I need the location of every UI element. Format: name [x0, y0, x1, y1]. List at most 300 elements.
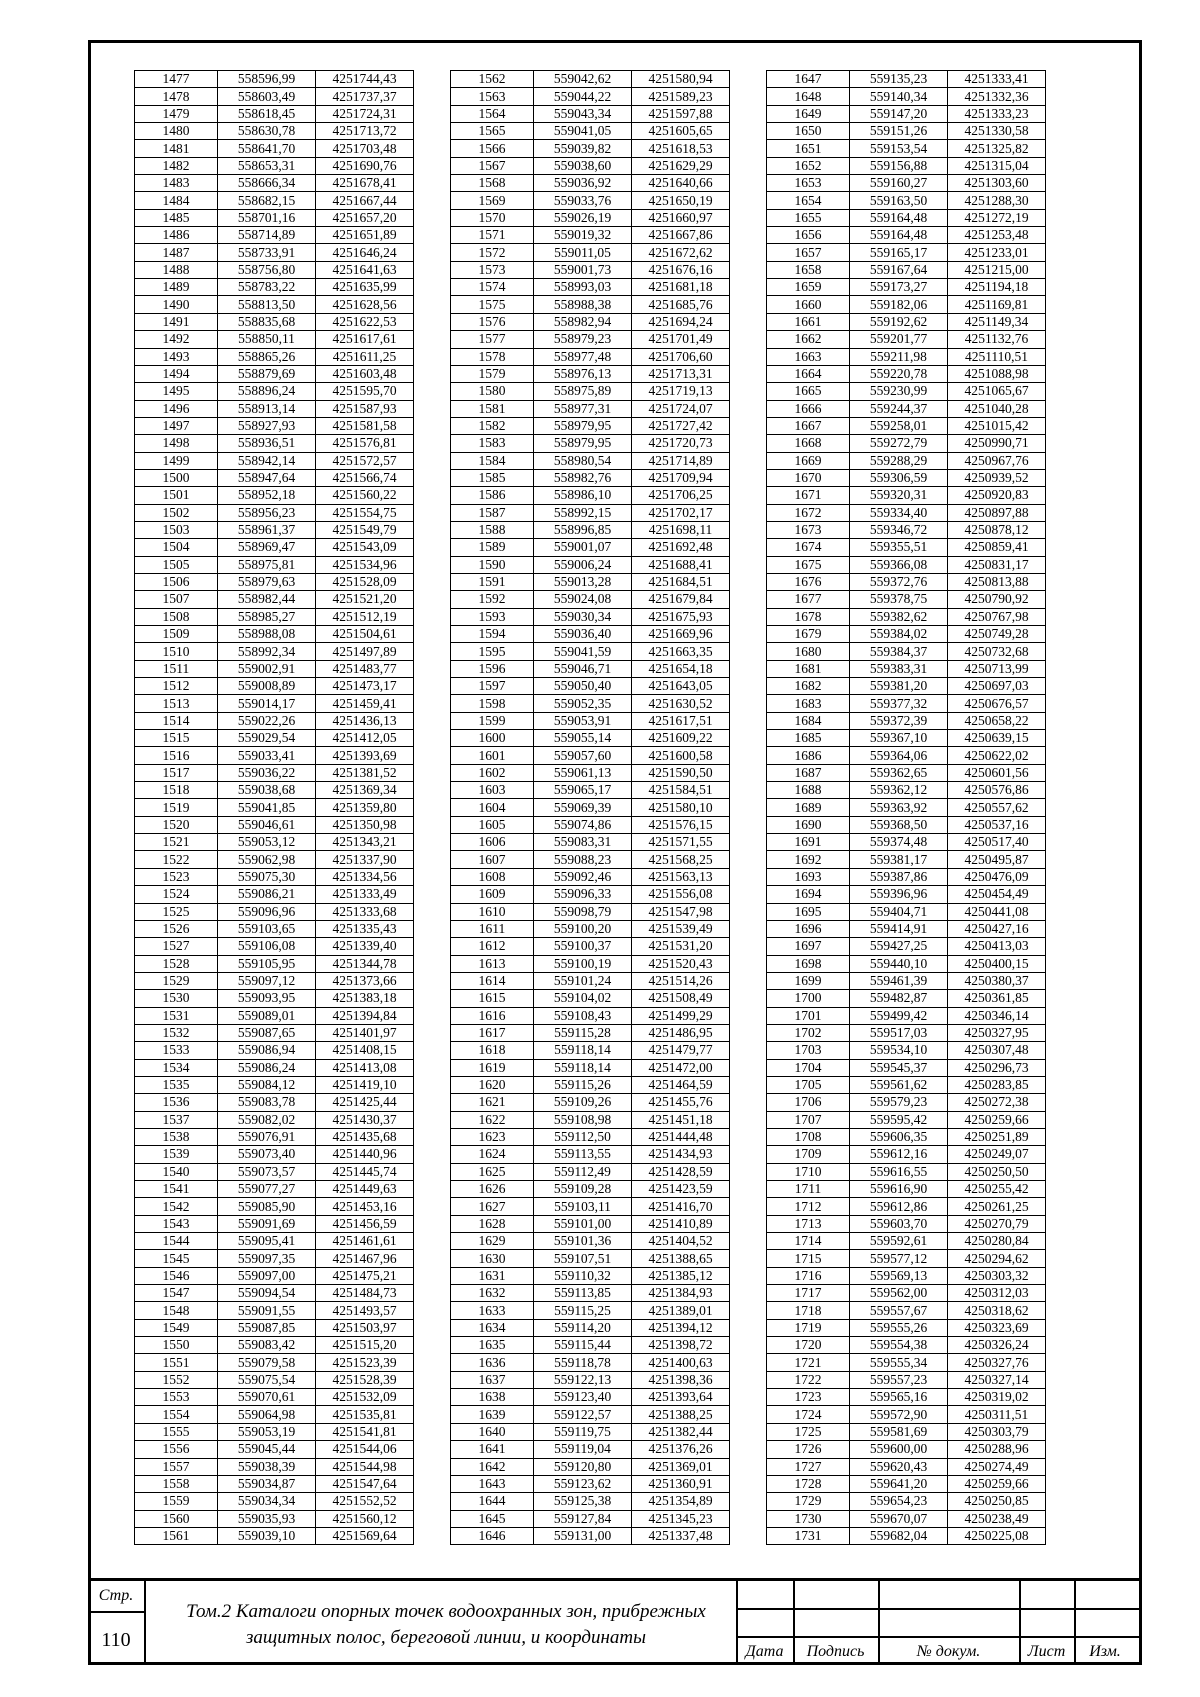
table-row — [135, 1371, 414, 1388]
point-number-cell: 1547 — [135, 1285, 218, 1302]
point-number-cell: 1661 — [767, 313, 850, 330]
point-number-cell: 1482 — [135, 157, 218, 174]
point-number-cell: 1577 — [451, 331, 534, 348]
y-coordinate-cell: 4250878,12 — [948, 521, 1046, 538]
point-number-cell: 1719 — [767, 1319, 850, 1336]
y-coordinate-cell: 4251215,00 — [948, 261, 1046, 278]
point-number-cell: 1714 — [767, 1233, 850, 1250]
x-coordinate-cell: 559112,50 — [534, 1128, 632, 1145]
y-coordinate-cell: 4251709,94 — [632, 469, 730, 486]
table-row — [135, 764, 414, 781]
x-coordinate-cell: 559083,31 — [534, 834, 632, 851]
x-coordinate-cell: 559140,34 — [850, 88, 948, 105]
x-coordinate-cell: 559001,07 — [534, 539, 632, 556]
table-row — [135, 331, 414, 348]
point-number-cell: 1627 — [451, 1198, 534, 1215]
x-coordinate-cell: 558835,68 — [218, 313, 316, 330]
x-coordinate-cell: 559096,96 — [218, 903, 316, 920]
table-row — [451, 1250, 730, 1267]
point-number-cell: 1672 — [767, 504, 850, 521]
x-coordinate-cell: 559600,00 — [850, 1441, 948, 1458]
point-number-cell: 1556 — [135, 1441, 218, 1458]
point-number-cell: 1536 — [135, 1094, 218, 1111]
table-row — [767, 573, 1046, 590]
y-coordinate-cell: 4251373,66 — [316, 972, 414, 989]
table-row — [451, 1302, 730, 1319]
point-number-cell: 1582 — [451, 417, 534, 434]
point-number-cell: 1520 — [135, 816, 218, 833]
y-coordinate-cell: 4251667,86 — [632, 227, 730, 244]
y-coordinate-cell: 4250495,87 — [948, 851, 1046, 868]
point-number-cell: 1565 — [451, 123, 534, 140]
y-coordinate-cell: 4251472,00 — [632, 1059, 730, 1076]
y-coordinate-cell: 4251719,13 — [632, 383, 730, 400]
table-row — [135, 851, 414, 868]
y-coordinate-cell: 4250319,02 — [948, 1389, 1046, 1406]
x-coordinate-cell: 559101,24 — [534, 972, 632, 989]
point-number-cell: 1599 — [451, 712, 534, 729]
x-coordinate-cell: 559165,17 — [850, 244, 948, 261]
x-coordinate-cell: 559091,69 — [218, 1215, 316, 1232]
y-coordinate-cell: 4251560,12 — [316, 1510, 414, 1527]
point-number-cell: 1652 — [767, 157, 850, 174]
y-coordinate-cell: 4251416,70 — [632, 1198, 730, 1215]
y-coordinate-cell: 4251435,68 — [316, 1128, 414, 1145]
y-coordinate-cell: 4250537,16 — [948, 816, 1046, 833]
table-row — [767, 1059, 1046, 1076]
point-number-cell: 1616 — [451, 1007, 534, 1024]
table-row — [135, 747, 414, 764]
point-number-cell: 1696 — [767, 920, 850, 937]
x-coordinate-cell: 559105,95 — [218, 955, 316, 972]
y-coordinate-cell: 4251423,59 — [632, 1181, 730, 1198]
y-coordinate-cell: 4251676,16 — [632, 261, 730, 278]
table-row — [451, 296, 730, 313]
x-coordinate-cell: 558947,64 — [218, 469, 316, 486]
x-coordinate-cell: 559065,17 — [534, 782, 632, 799]
point-number-cell: 1603 — [451, 782, 534, 799]
y-coordinate-cell: 4251547,98 — [632, 903, 730, 920]
table-row — [135, 1493, 414, 1510]
table-row — [135, 1475, 414, 1492]
y-coordinate-cell: 4251630,52 — [632, 695, 730, 712]
x-coordinate-cell: 558865,26 — [218, 348, 316, 365]
table-row — [451, 1163, 730, 1180]
y-coordinate-cell: 4251587,93 — [316, 400, 414, 417]
table-row — [135, 1406, 414, 1423]
table-row — [451, 1181, 730, 1198]
x-coordinate-cell: 559043,34 — [534, 105, 632, 122]
x-coordinate-cell: 558936,51 — [218, 435, 316, 452]
x-coordinate-cell: 559033,76 — [534, 192, 632, 209]
y-coordinate-cell: 4251667,44 — [316, 192, 414, 209]
point-number-cell: 1591 — [451, 573, 534, 590]
point-number-cell: 1631 — [451, 1267, 534, 1284]
y-coordinate-cell: 4251333,23 — [948, 105, 1046, 122]
table-row — [135, 469, 414, 486]
table-row — [135, 955, 414, 972]
x-coordinate-cell: 559084,12 — [218, 1076, 316, 1093]
y-coordinate-cell: 4250249,07 — [948, 1146, 1046, 1163]
point-number-cell: 1649 — [767, 105, 850, 122]
table-row — [767, 678, 1046, 695]
point-number-cell: 1530 — [135, 990, 218, 1007]
table-row — [451, 1042, 730, 1059]
table-row — [451, 261, 730, 278]
y-coordinate-cell: 4251724,07 — [632, 400, 730, 417]
y-coordinate-cell: 4251685,76 — [632, 296, 730, 313]
x-coordinate-cell: 558630,78 — [218, 123, 316, 140]
y-coordinate-cell: 4250280,84 — [948, 1233, 1046, 1250]
table-row — [451, 88, 730, 105]
table-row — [767, 539, 1046, 556]
table-row — [451, 157, 730, 174]
point-number-cell: 1731 — [767, 1527, 850, 1544]
table-row — [767, 1441, 1046, 1458]
point-number-cell: 1685 — [767, 730, 850, 747]
y-coordinate-cell: 4251597,88 — [632, 105, 730, 122]
y-coordinate-cell: 4251381,52 — [316, 764, 414, 781]
x-coordinate-cell: 559001,73 — [534, 261, 632, 278]
point-number-cell: 1601 — [451, 747, 534, 764]
table-row — [767, 1215, 1046, 1232]
point-number-cell: 1692 — [767, 851, 850, 868]
x-coordinate-cell: 559077,27 — [218, 1181, 316, 1198]
table-row — [135, 660, 414, 677]
y-coordinate-cell: 4251678,41 — [316, 175, 414, 192]
x-coordinate-cell: 559557,23 — [850, 1371, 948, 1388]
point-number-cell: 1641 — [451, 1441, 534, 1458]
point-number-cell: 1477 — [135, 71, 218, 88]
point-number-cell: 1717 — [767, 1285, 850, 1302]
y-coordinate-cell: 4250361,85 — [948, 990, 1046, 1007]
x-coordinate-cell: 559554,38 — [850, 1337, 948, 1354]
point-number-cell: 1604 — [451, 799, 534, 816]
x-coordinate-cell: 558850,11 — [218, 331, 316, 348]
x-coordinate-cell: 558976,13 — [534, 365, 632, 382]
point-number-cell: 1668 — [767, 435, 850, 452]
y-coordinate-cell: 4251398,36 — [632, 1371, 730, 1388]
x-coordinate-cell: 559118,14 — [534, 1042, 632, 1059]
y-coordinate-cell: 4251376,26 — [632, 1441, 730, 1458]
point-number-cell: 1695 — [767, 903, 850, 920]
x-coordinate-cell: 558942,14 — [218, 452, 316, 469]
x-coordinate-cell: 558879,69 — [218, 365, 316, 382]
x-coordinate-cell: 559404,71 — [850, 903, 948, 920]
y-coordinate-cell: 4251413,08 — [316, 1059, 414, 1076]
x-coordinate-cell: 559041,85 — [218, 799, 316, 816]
point-number-cell: 1727 — [767, 1458, 850, 1475]
x-coordinate-cell: 559118,78 — [534, 1354, 632, 1371]
x-coordinate-cell: 559368,50 — [850, 816, 948, 833]
y-coordinate-cell: 4251650,19 — [632, 192, 730, 209]
x-coordinate-cell: 559440,10 — [850, 955, 948, 972]
point-number-cell: 1503 — [135, 521, 218, 538]
table-row — [135, 261, 414, 278]
point-number-cell: 1659 — [767, 279, 850, 296]
table-row — [135, 886, 414, 903]
x-coordinate-cell: 559086,24 — [218, 1059, 316, 1076]
x-coordinate-cell: 559108,98 — [534, 1111, 632, 1128]
x-coordinate-cell: 559087,85 — [218, 1319, 316, 1336]
table-row — [135, 227, 414, 244]
point-number-cell: 1724 — [767, 1406, 850, 1423]
x-coordinate-cell: 559595,42 — [850, 1111, 948, 1128]
y-coordinate-cell: 4251385,12 — [632, 1267, 730, 1284]
point-number-cell: 1523 — [135, 868, 218, 885]
table-row — [135, 990, 414, 1007]
table-row — [451, 192, 730, 209]
y-coordinate-cell: 4250601,56 — [948, 764, 1046, 781]
point-number-cell: 1499 — [135, 452, 218, 469]
x-coordinate-cell: 558956,23 — [218, 504, 316, 521]
y-coordinate-cell: 4251563,13 — [632, 868, 730, 885]
y-coordinate-cell: 4251547,64 — [316, 1475, 414, 1492]
point-number-cell: 1478 — [135, 88, 218, 105]
y-coordinate-cell: 4250272,38 — [948, 1094, 1046, 1111]
y-coordinate-cell: 4251383,18 — [316, 990, 414, 1007]
table-row — [767, 1527, 1046, 1544]
y-coordinate-cell: 4251479,77 — [632, 1042, 730, 1059]
table-row — [451, 903, 730, 920]
point-number-cell: 1722 — [767, 1371, 850, 1388]
point-number-cell: 1626 — [451, 1181, 534, 1198]
stamp-divider — [88, 1611, 144, 1613]
y-coordinate-cell: 4250658,22 — [948, 712, 1046, 729]
x-coordinate-cell: 559384,37 — [850, 643, 948, 660]
y-coordinate-cell: 4250557,62 — [948, 799, 1046, 816]
point-number-cell: 1675 — [767, 556, 850, 573]
point-number-cell: 1644 — [451, 1493, 534, 1510]
y-coordinate-cell: 4251169,81 — [948, 296, 1046, 313]
x-coordinate-cell: 559220,78 — [850, 365, 948, 382]
y-coordinate-cell: 4250311,51 — [948, 1406, 1046, 1423]
y-coordinate-cell: 4251504,61 — [316, 626, 414, 643]
point-number-cell: 1550 — [135, 1337, 218, 1354]
x-coordinate-cell: 559122,13 — [534, 1371, 632, 1388]
table-row — [767, 660, 1046, 677]
table-row — [767, 1094, 1046, 1111]
y-coordinate-cell: 4251590,50 — [632, 764, 730, 781]
point-number-cell: 1681 — [767, 660, 850, 677]
stamp-col-date: Дата — [745, 1643, 784, 1660]
table-row — [135, 678, 414, 695]
point-number-cell: 1629 — [451, 1233, 534, 1250]
table-row — [135, 1423, 414, 1440]
point-number-cell: 1650 — [767, 123, 850, 140]
x-coordinate-cell: 559019,32 — [534, 227, 632, 244]
table-row — [135, 435, 414, 452]
x-coordinate-cell: 559173,27 — [850, 279, 948, 296]
y-coordinate-cell: 4251233,01 — [948, 244, 1046, 261]
point-number-cell: 1517 — [135, 764, 218, 781]
point-number-cell: 1509 — [135, 626, 218, 643]
y-coordinate-cell: 4251605,65 — [632, 123, 730, 140]
point-number-cell: 1492 — [135, 331, 218, 348]
point-number-cell: 1506 — [135, 573, 218, 590]
y-coordinate-cell: 4251110,51 — [948, 348, 1046, 365]
y-coordinate-cell: 4251541,81 — [316, 1423, 414, 1440]
x-coordinate-cell: 559002,91 — [218, 660, 316, 677]
y-coordinate-cell: 4251572,57 — [316, 452, 414, 469]
x-coordinate-cell: 559057,60 — [534, 747, 632, 764]
y-coordinate-cell: 4251549,79 — [316, 521, 414, 538]
y-coordinate-cell: 4250238,49 — [948, 1510, 1046, 1527]
point-number-cell: 1552 — [135, 1371, 218, 1388]
point-number-cell: 1510 — [135, 643, 218, 660]
table-row — [767, 1163, 1046, 1180]
x-coordinate-cell: 559097,35 — [218, 1250, 316, 1267]
x-coordinate-cell: 559581,69 — [850, 1423, 948, 1440]
x-coordinate-cell: 559093,95 — [218, 990, 316, 1007]
table-row — [135, 816, 414, 833]
x-coordinate-cell: 559052,35 — [534, 695, 632, 712]
table-row — [451, 1475, 730, 1492]
y-coordinate-cell: 4251344,78 — [316, 955, 414, 972]
table-row — [135, 799, 414, 816]
table-row — [135, 279, 414, 296]
x-coordinate-cell: 558975,89 — [534, 383, 632, 400]
table-row — [451, 955, 730, 972]
table-row — [451, 1215, 730, 1232]
stamp-divider — [736, 1608, 1142, 1610]
table-row — [135, 1094, 414, 1111]
point-number-cell: 1684 — [767, 712, 850, 729]
x-coordinate-cell: 559135,23 — [850, 71, 948, 88]
y-coordinate-cell: 4251334,56 — [316, 868, 414, 885]
table-row — [767, 834, 1046, 851]
x-coordinate-cell: 558988,08 — [218, 626, 316, 643]
point-number-cell: 1588 — [451, 521, 534, 538]
y-coordinate-cell: 4251445,74 — [316, 1163, 414, 1180]
y-coordinate-cell: 4250713,99 — [948, 660, 1046, 677]
x-coordinate-cell: 559156,88 — [850, 157, 948, 174]
point-number-cell: 1508 — [135, 608, 218, 625]
x-coordinate-cell: 559534,10 — [850, 1042, 948, 1059]
point-number-cell: 1682 — [767, 678, 850, 695]
point-number-cell: 1555 — [135, 1423, 218, 1440]
y-coordinate-cell: 4251657,20 — [316, 209, 414, 226]
table-row — [135, 573, 414, 590]
x-coordinate-cell: 559620,43 — [850, 1458, 948, 1475]
y-coordinate-cell: 4251412,05 — [316, 730, 414, 747]
coordinates-table-3 — [766, 70, 1046, 1545]
x-coordinate-cell: 558641,70 — [218, 140, 316, 157]
point-number-cell: 1488 — [135, 261, 218, 278]
table-row — [451, 608, 730, 625]
table-row — [767, 365, 1046, 382]
table-row — [451, 972, 730, 989]
table-row — [451, 712, 730, 729]
point-number-cell: 1707 — [767, 1111, 850, 1128]
y-coordinate-cell: 4251521,20 — [316, 591, 414, 608]
x-coordinate-cell: 559083,78 — [218, 1094, 316, 1111]
table-row — [767, 175, 1046, 192]
y-coordinate-cell: 4251713,72 — [316, 123, 414, 140]
table-row — [135, 400, 414, 417]
table-row — [135, 140, 414, 157]
y-coordinate-cell: 4250990,71 — [948, 435, 1046, 452]
table-row — [451, 1059, 730, 1076]
y-coordinate-cell: 4250274,49 — [948, 1458, 1046, 1475]
point-number-cell: 1511 — [135, 660, 218, 677]
y-coordinate-cell: 4250454,49 — [948, 886, 1046, 903]
y-coordinate-cell: 4251556,08 — [632, 886, 730, 903]
point-number-cell: 1597 — [451, 678, 534, 695]
table-row — [767, 452, 1046, 469]
y-coordinate-cell: 4250939,52 — [948, 469, 1046, 486]
point-number-cell: 1680 — [767, 643, 850, 660]
y-coordinate-cell: 4251484,73 — [316, 1285, 414, 1302]
table-row — [135, 209, 414, 226]
x-coordinate-cell: 559062,98 — [218, 851, 316, 868]
point-number-cell: 1513 — [135, 695, 218, 712]
y-coordinate-cell: 4250250,50 — [948, 1163, 1046, 1180]
y-coordinate-cell: 4251581,58 — [316, 417, 414, 434]
x-coordinate-cell: 559127,84 — [534, 1510, 632, 1527]
y-coordinate-cell: 4250318,62 — [948, 1302, 1046, 1319]
x-coordinate-cell: 559641,20 — [850, 1475, 948, 1492]
point-number-cell: 1654 — [767, 192, 850, 209]
table-row — [135, 1441, 414, 1458]
y-coordinate-cell: 4251622,53 — [316, 313, 414, 330]
x-coordinate-cell: 559306,59 — [850, 469, 948, 486]
table-row — [451, 868, 730, 885]
y-coordinate-cell: 4250307,48 — [948, 1042, 1046, 1059]
x-coordinate-cell: 559011,05 — [534, 244, 632, 261]
table-row — [451, 469, 730, 486]
x-coordinate-cell: 559682,04 — [850, 1527, 948, 1544]
y-coordinate-cell: 4251451,18 — [632, 1111, 730, 1128]
x-coordinate-cell: 558996,85 — [534, 521, 632, 538]
table-row — [767, 868, 1046, 885]
y-coordinate-cell: 4250859,41 — [948, 539, 1046, 556]
table-row — [135, 1215, 414, 1232]
point-number-cell: 1512 — [135, 678, 218, 695]
point-number-cell: 1581 — [451, 400, 534, 417]
y-coordinate-cell: 4250312,03 — [948, 1285, 1046, 1302]
x-coordinate-cell: 559112,49 — [534, 1163, 632, 1180]
y-coordinate-cell: 4250323,69 — [948, 1319, 1046, 1336]
x-coordinate-cell: 559034,87 — [218, 1475, 316, 1492]
x-coordinate-cell: 559022,26 — [218, 712, 316, 729]
point-number-cell: 1585 — [451, 469, 534, 486]
stamp-col-doc-number: № докум. — [916, 1643, 981, 1660]
table-row — [767, 1493, 1046, 1510]
point-number-cell: 1532 — [135, 1024, 218, 1041]
point-number-cell: 1671 — [767, 487, 850, 504]
table-row — [135, 920, 414, 937]
y-coordinate-cell: 4251359,80 — [316, 799, 414, 816]
y-coordinate-cell: 4251534,96 — [316, 556, 414, 573]
point-number-cell: 1579 — [451, 365, 534, 382]
table-row — [135, 868, 414, 885]
point-number-cell: 1610 — [451, 903, 534, 920]
table-row — [767, 71, 1046, 88]
y-coordinate-cell: 4251337,90 — [316, 851, 414, 868]
point-number-cell: 1551 — [135, 1354, 218, 1371]
y-coordinate-cell: 4251552,52 — [316, 1493, 414, 1510]
y-coordinate-cell: 4251303,60 — [948, 175, 1046, 192]
point-number-cell: 1529 — [135, 972, 218, 989]
point-number-cell: 1590 — [451, 556, 534, 573]
y-coordinate-cell: 4251369,01 — [632, 1458, 730, 1475]
x-coordinate-cell: 559109,26 — [534, 1094, 632, 1111]
point-number-cell: 1693 — [767, 868, 850, 885]
table-row — [767, 1250, 1046, 1267]
table-row — [135, 1163, 414, 1180]
y-coordinate-cell: 4250967,76 — [948, 452, 1046, 469]
